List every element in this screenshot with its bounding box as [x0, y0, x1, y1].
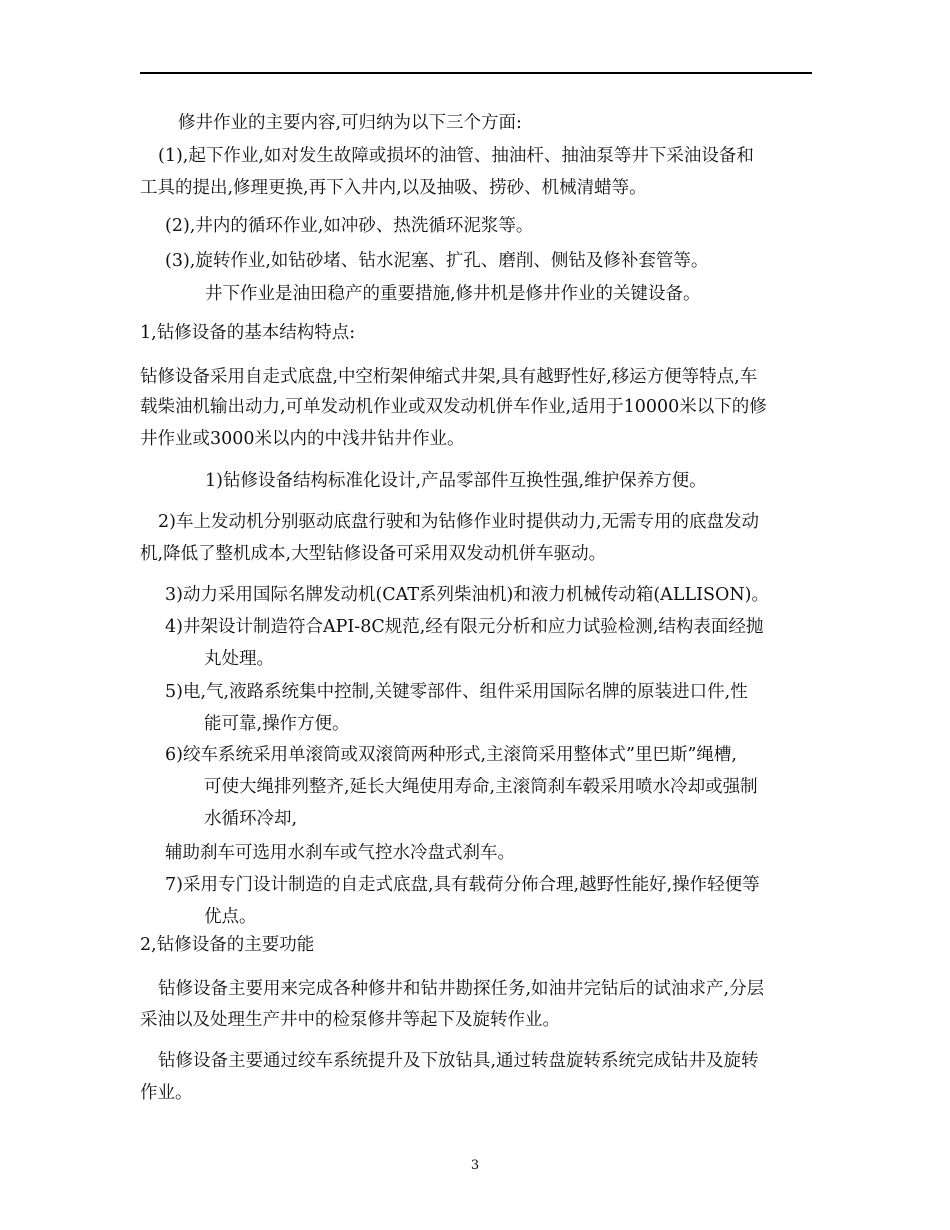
feature-3-line: 3)动力采用国际名牌发动机(CAT系列柴油机)和液力机械传动箱(ALLISON)。 [165, 585, 769, 605]
feature-6-line-1: 6)绞车系统采用单滚筒或双滚筒两种形式,主滚筒采用整体式”里巴斯”绳槽, [165, 745, 737, 765]
operation-1-line-1: (1),起下作业,如对发生故障或损坏的油管、抽油杆、抽油泵等井下采油设备和 [158, 146, 754, 166]
feature-2-line-1: 2)车上发动机分别驱动底盘行驶和为钻修作业时提供动力,无需专用的底盘发动 [158, 512, 760, 532]
feature-6-line-3: 水循环冷却, [204, 809, 298, 829]
feature-5-line-2: 能可靠,操作方便。 [204, 714, 350, 734]
paragraph-1-line-2: 载柴油机输出动力,可单发动机作业或双发动机併车作业,适用于10000米以下的修 [140, 397, 767, 417]
summary-line: 井下作业是油田稳产的重要措施,修井机是修井作业的关键设备。 [205, 284, 701, 304]
feature-6-line-4: 辅助刹车可选用水刹车或气控水冷盘式刹车。 [165, 843, 515, 863]
feature-5-line-1: 5)电,气,液路系统集中控制,关键零部件、组件采用国际名牌的原装进口件,性 [165, 682, 748, 702]
paragraph-1-line-3: 井作业或3000米以内的中浅井钻井作业。 [140, 429, 465, 449]
section-1-heading: 1,钻修设备的基本结构特点: [140, 323, 356, 343]
paragraph-2-line-2: 采油以及处理生产井中的检泵修井等起下及旋转作业。 [140, 1010, 560, 1030]
operation-2-line: (2),井内的循环作业,如冲砂、热洗循环泥浆等。 [165, 216, 534, 236]
paragraph-1-line-1: 钻修设备采用自走式底盘,中空桁架伸缩式井架,具有越野性好,移运方便等特点,车 [140, 367, 758, 387]
feature-6-line-2: 可使大绳排列整齐,延长大绳使用寿命,主滚筒刹车毂采用喷水冷却或强制 [204, 777, 758, 797]
intro-line: 修井作业的主要内容,可归纳为以下三个方面: [178, 113, 522, 133]
paragraph-3-line-1: 钻修设备主要通过绞车系统提升及下放钻具,通过转盘旋转系统完成钻井及旋转 [158, 1051, 759, 1071]
paragraph-3-line-2: 作业。 [140, 1083, 193, 1103]
paragraph-2-line-1: 钻修设备主要用来完成各种修井和钻井勘探任务,如油井完钻后的试油求产,分层 [158, 979, 765, 999]
header-rule [140, 72, 812, 74]
operation-1-line-2: 工具的提出,修理更换,再下入井内,以及抽吸、捞砂、机械清蜡等。 [140, 178, 647, 198]
feature-1-line: 1)钻修设备结构标准化设计,产品零部件互换性强,维护保养方便。 [205, 471, 707, 491]
operation-3-line: (3),旋转作业,如钻砂堵、钻水泥塞、扩孔、磨削、侧钻及修补套管等。 [165, 251, 709, 271]
feature-7-line-2: 优点。 [204, 907, 257, 927]
feature-2-line-2: 机,降低了整机成本,大型钻修设备可采用双发动机併车驱动。 [140, 544, 607, 564]
section-2-heading: 2,钻修设备的主要功能 [140, 935, 315, 955]
feature-7-line-1: 7)采用专门设计制造的自走式底盘,具有载荷分佈合理,越野性能好,操作轻便等 [165, 875, 760, 895]
feature-4-line-2: 丸处理。 [204, 649, 274, 669]
page-number: 3 [470, 1158, 480, 1173]
feature-4-line-1: 4)井架设计制造符合API-8C规范,经有限元分析和应力试验检测,结构表面经抛 [165, 617, 764, 637]
